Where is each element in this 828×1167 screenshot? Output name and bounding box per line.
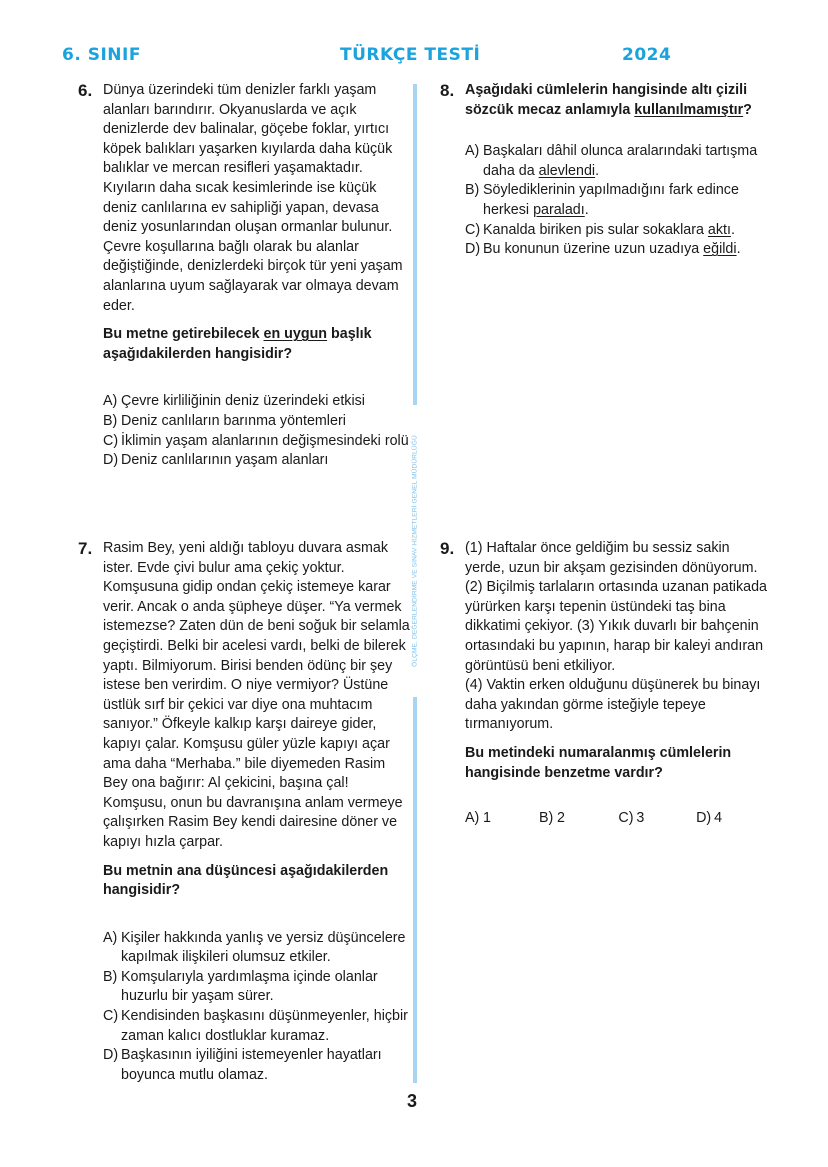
question-8 [440,81,770,260]
publisher-text: ÖLÇME, DEĞERLENDİRME VE SINAV HİZMETLERİ GENEL MÜDÜRLÜĞÜ [411,435,419,667]
answer-option-d[interactable]: D) 4 [696,810,723,827]
column-divider-top [413,84,417,405]
question-stem: Bu metne getirebilecek en uygun başlık aşağıdakilerden hangisidir? [103,326,372,362]
underlined-word: paraladı [533,201,585,218]
question-number: 9. [440,539,455,558]
answer-option-c[interactable]: C) 3 [618,810,645,827]
question-stem: Aşağıdaki cümlelerin hangisinde altı çizili sözcük mecaz anlamıyla kullanılmamıştır? [465,82,752,118]
test-title: TÜRKÇE TESTİ [340,45,481,65]
question-7 [78,539,413,1085]
question-passage: Rasim Bey, yeni aldığı tabloyu duvara asmak ister. Evde çivi bulur ama çekiç yoktur. Komşusuna gidip ondan çekiç istemeye karar verir. Ancak o anda şüpheye düşer. “Ya vermek istemezse? Zaten dün de beni soğuk bir selamla geçiştirdi. Belki bir acelesi vardı, belki de bilerek yaptı. Bilmiyorum. Birisi benden ödünç bir şey istese ben verirdim. O niye vermiyor? Üstüne üstlük sırf bir çekici var diye ona muhtacım sanıyor.” Öfkeyle kalkıp karşı daireye gider, kapıyı çalar. Komşusu güler yüzle kapıyı açar ama daha “Merhaba.” bile diyemeden Rasim Bey ona bağırır: Al çekicini, başına çal! Komşusu, onun bu davranışına anlam vermeye çalışırken Rasim Bey kendi dairesine döner ve kapıyı hızla çarpar. [103,540,410,850]
grade-label: 6. SINIF [62,45,141,65]
underlined-word: alevlendi [538,162,596,179]
answer-option-c[interactable]: C) Kendisinden başkasını düşünmeyenler, hiçbir zaman kalıcı dostluklar kuramaz. [103,1008,408,1044]
answer-option-d[interactable]: D) Bu konunun üzerine uzun uzadıya eğildi. [465,241,741,258]
column-divider-bottom [413,697,417,1083]
answer-options [103,392,413,470]
question-6 [78,81,413,471]
answer-option-d[interactable]: D) Deniz canlılarının yaşam alanları [103,452,329,469]
answer-options [465,809,770,829]
question-9 [440,539,770,829]
answer-option-a[interactable]: A) Çevre kirliliğinin deniz üzerindeki etkisi [103,393,365,410]
answer-option-d[interactable]: D) Başkasının iyiliğini istemeyenler hayatları boyunca mutlu olamaz. [103,1047,382,1083]
answer-option-c[interactable]: C) İklimin yaşam alanlarının değişmesindeki rolü [103,432,409,449]
answer-options [465,142,770,260]
question-passage: Dünya üzerindeki tüm denizler farklı yaşam alanları barındırır. Okyanuslarda ve açık denizlerde dev balinalar, göçebe foklar, yırtıcı köpek balıkları yaşarken kıyılarda daha küçük balıklar ve mercan resifleri yaşamaktadır. Kıyıların daha sıcak kesimlerinde ise küçük deniz canlılarına ev sahipliği yapan, devasa deniz yosunlarından oluşan ormanlar bulunur. Çevre koşullarına bağlı olarak bu alanlar değiştiğinde, denizlerdeki birçok tür yeni yaşam alanlarına uyum sağlayarak var olmaya devam eder. [103,82,403,314]
answer-option-b[interactable]: B) 2 [538,810,565,827]
underlined-phrase: en uygun [263,326,328,343]
answer-option-a[interactable]: A) 1 [465,810,491,827]
answer-option-c[interactable]: C) Kanalda biriken pis sular sokaklara aktı. [465,221,735,238]
answer-option-b[interactable]: B) Söylediklerinin yapılmadığını fark edince herkesi paraladı. [465,182,739,218]
answer-option-a[interactable]: A) Başkaları dâhil olunca aralarındaki tartışma daha da alevlendi. [465,143,758,179]
year-label: 2024 [622,45,672,65]
answer-option-b[interactable]: B) Deniz canlıların barınma yöntemleri [103,412,346,429]
answer-options [103,929,413,1086]
question-number: 8. [440,81,455,100]
answer-option-a[interactable]: A) Kişiler hakkında yanlış ve yersiz düşüncelere kapılmak ilişkileri olumsuz etkiler. [103,929,406,966]
page-number: 3 [407,1091,418,1111]
question-number: 6. [78,81,93,100]
underlined-word: eğildi [703,241,737,258]
underlined-phrase: kullanılmamıştır [634,101,744,118]
question-stem: Bu metindeki numaralanmış cümlelerin hangisinde benzetme vardır? [465,744,732,781]
question-stem: Bu metnin ana düşüncesi aşağıdakilerden hangisidir? [103,862,389,899]
underlined-word: aktı [707,221,731,238]
question-number: 7. [78,539,93,558]
answer-option-b[interactable]: B) Komşularıyla yardımlaşma içinde olanlar huzurlu bir yaşam sürer. [103,968,378,1005]
question-passage-part1: (1) Haftalar önce geldiğim bu sessiz sakin yerde, uzun bir akşam gezisinden dönüyorum. (2) Biçilmiş tarlaların ortasında uzanan patikada yürürken karşı tepenin üstündeki taş bina dikkatimi çekiyor. (3) Yıkık duvarlı bir bahçenin ortasındaki bu yapının, harap bir kaleyi andıran görüntüsü beni etkiliyor. [465,540,767,674]
question-passage-part2: (4) Vaktin erken olduğunu düşünerek bu binayı daha yakından görme isteğiyle tepeye tırmanıyorum. [465,677,761,733]
